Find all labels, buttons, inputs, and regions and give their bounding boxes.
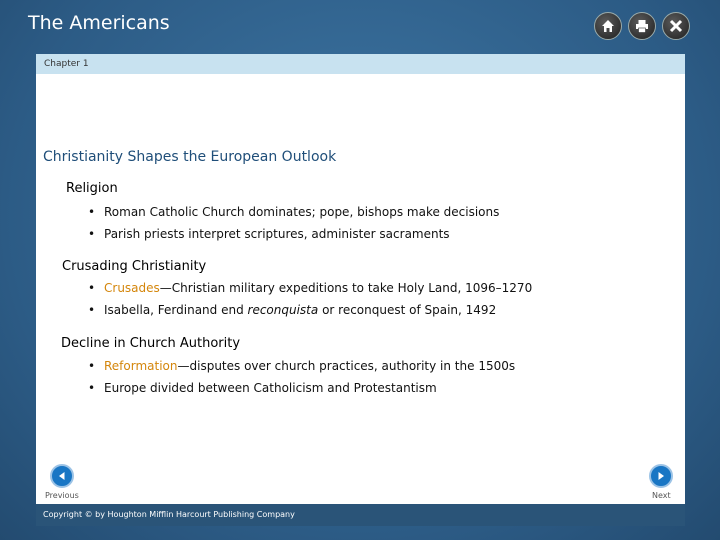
- bullet-icon: •: [88, 227, 96, 241]
- section-title-decline: Decline in Church Authority: [61, 336, 241, 351]
- next-label[interactable]: Next: [652, 491, 671, 500]
- term-reconquista: reconquista: [247, 303, 319, 317]
- bullet-icon: •: [88, 281, 96, 295]
- app-title: The Americans: [28, 12, 170, 34]
- next-button[interactable]: [649, 464, 673, 488]
- list-item: • Roman Catholic Church dominates; pope, bishops make decisions: [88, 205, 500, 219]
- home-icon: [600, 18, 616, 34]
- toolbar: [594, 12, 690, 40]
- print-icon: [634, 18, 650, 34]
- bullet-icon: •: [88, 303, 96, 317]
- slide-panel: [36, 54, 685, 526]
- close-icon: [668, 18, 684, 34]
- slide-heading: Christianity Shapes the European Outlook: [43, 149, 337, 165]
- print-button[interactable]: [628, 12, 656, 40]
- term-crusades: Crusades: [104, 281, 160, 295]
- bullet-icon: •: [88, 359, 96, 373]
- list-item: • Isabella, Ferdinand end reconquista or reconquest of Spain, 1492: [88, 303, 497, 317]
- list-item: • Reformation—disputes over church practices, authority in the 1500s: [88, 359, 516, 373]
- copyright-footer: Copyright © by Houghton Mifflin Harcourt Publishing Company: [36, 504, 685, 526]
- next-arrow-icon: [656, 471, 666, 481]
- list-item: • Europe divided between Catholicism and Protestantism: [88, 381, 437, 395]
- term-reformation: Reformation: [104, 359, 178, 373]
- bullet-icon: •: [88, 381, 96, 395]
- close-button[interactable]: [662, 12, 690, 40]
- previous-label[interactable]: Previous: [45, 491, 79, 500]
- list-item: • Parish priests interpret scriptures, administer sacraments: [88, 227, 450, 241]
- section-title-religion: Religion: [66, 181, 118, 196]
- section-title-crusading: Crusading Christianity: [62, 259, 207, 274]
- previous-arrow-icon: [57, 471, 67, 481]
- previous-button[interactable]: [50, 464, 74, 488]
- chapter-label: Chapter 1: [36, 54, 685, 74]
- home-button[interactable]: [594, 12, 622, 40]
- bullet-icon: •: [88, 205, 96, 219]
- list-item: • Crusades—Christian military expeditions to take Holy Land, 1096–1270: [88, 281, 533, 295]
